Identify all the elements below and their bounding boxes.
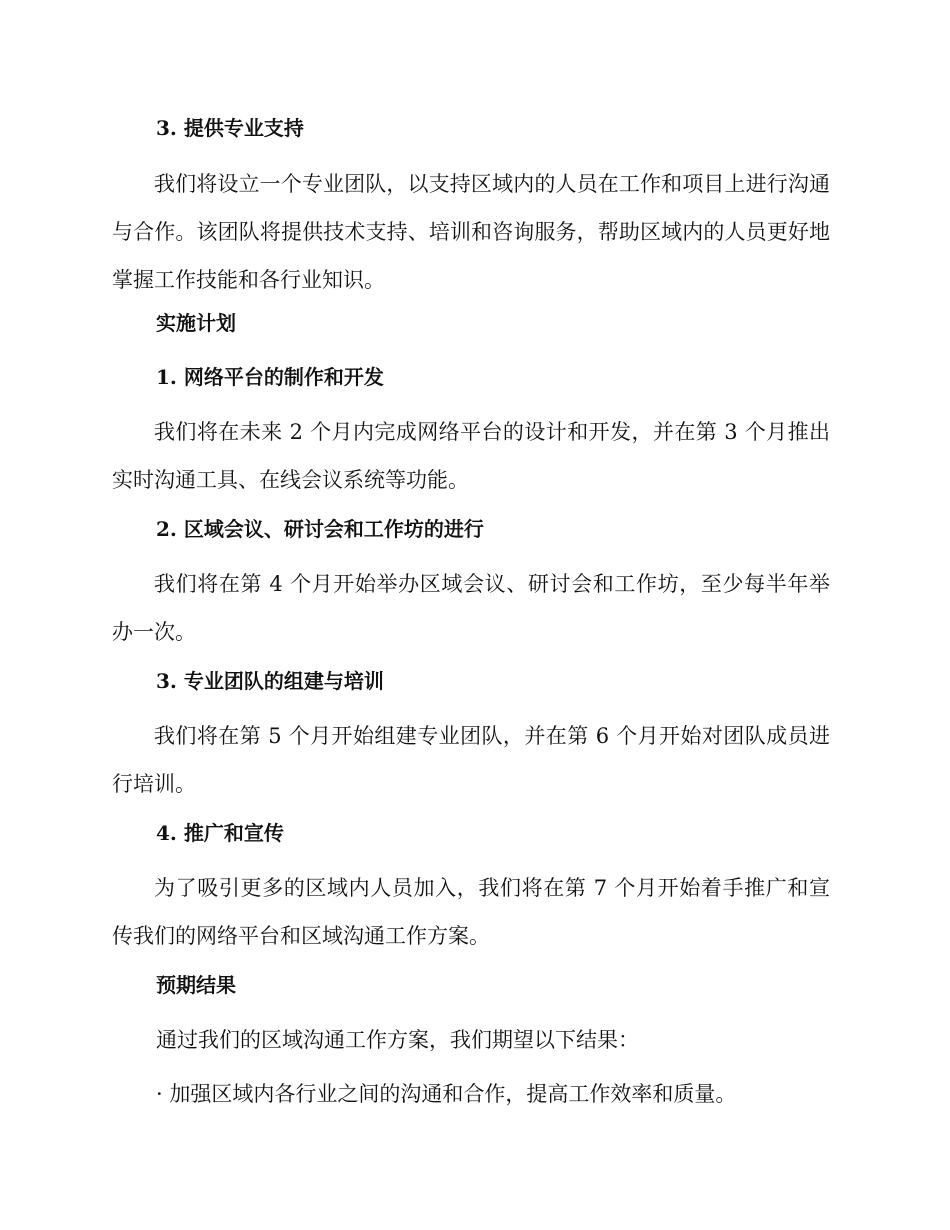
plan-item-body-platform: 我们将在未来 2 个月内完成网络平台的设计和开发，并在第 3 个月推出实时沟通工具、在线会议系统等功能。 [112, 420, 830, 492]
list-item: · 加强区域内各行业之间的沟通和合作，提高工作效率和质量。 [156, 1082, 737, 1106]
plan-item-heading-platform: 1. 网络平台的制作和开发 [156, 365, 384, 389]
section-heading-expected-results: 预期结果 [156, 973, 236, 997]
plan-item-body-meetings: 我们将在第 4 个月开始举办区域会议、研讨会和工作坊，至少每半年举办一次。 [112, 572, 830, 644]
section-heading-professional-support: 3. 提供专业支持 [156, 116, 304, 140]
plan-item-heading-team: 3. 专业团队的组建与培训 [156, 669, 384, 693]
paragraph-professional-support: 我们将设立一个专业团队，以支持区域内的人员在工作和项目上进行沟通与合作。该团队将提供技术支持、培训和咨询服务，帮助区域内的人员更好地掌握工作技能和各行业知识。 [112, 172, 830, 292]
plan-item-heading-meetings: 2. 区域会议、研讨会和工作坊的进行 [156, 517, 484, 541]
paragraph-results-intro: 通过我们的区域沟通工作方案，我们期望以下结果： [156, 1028, 639, 1052]
plan-item-heading-promotion: 4. 推广和宣传 [156, 821, 284, 845]
section-heading-implementation-plan: 实施计划 [156, 311, 236, 335]
plan-item-body-team: 我们将在第 5 个月开始组建专业团队，并在第 6 个月开始对团队成员进行培训。 [112, 724, 830, 796]
plan-item-body-promotion: 为了吸引更多的区域内人员加入，我们将在第 7 个月开始着手推广和宣传我们的网络平台和区域沟通工作方案。 [112, 876, 830, 948]
